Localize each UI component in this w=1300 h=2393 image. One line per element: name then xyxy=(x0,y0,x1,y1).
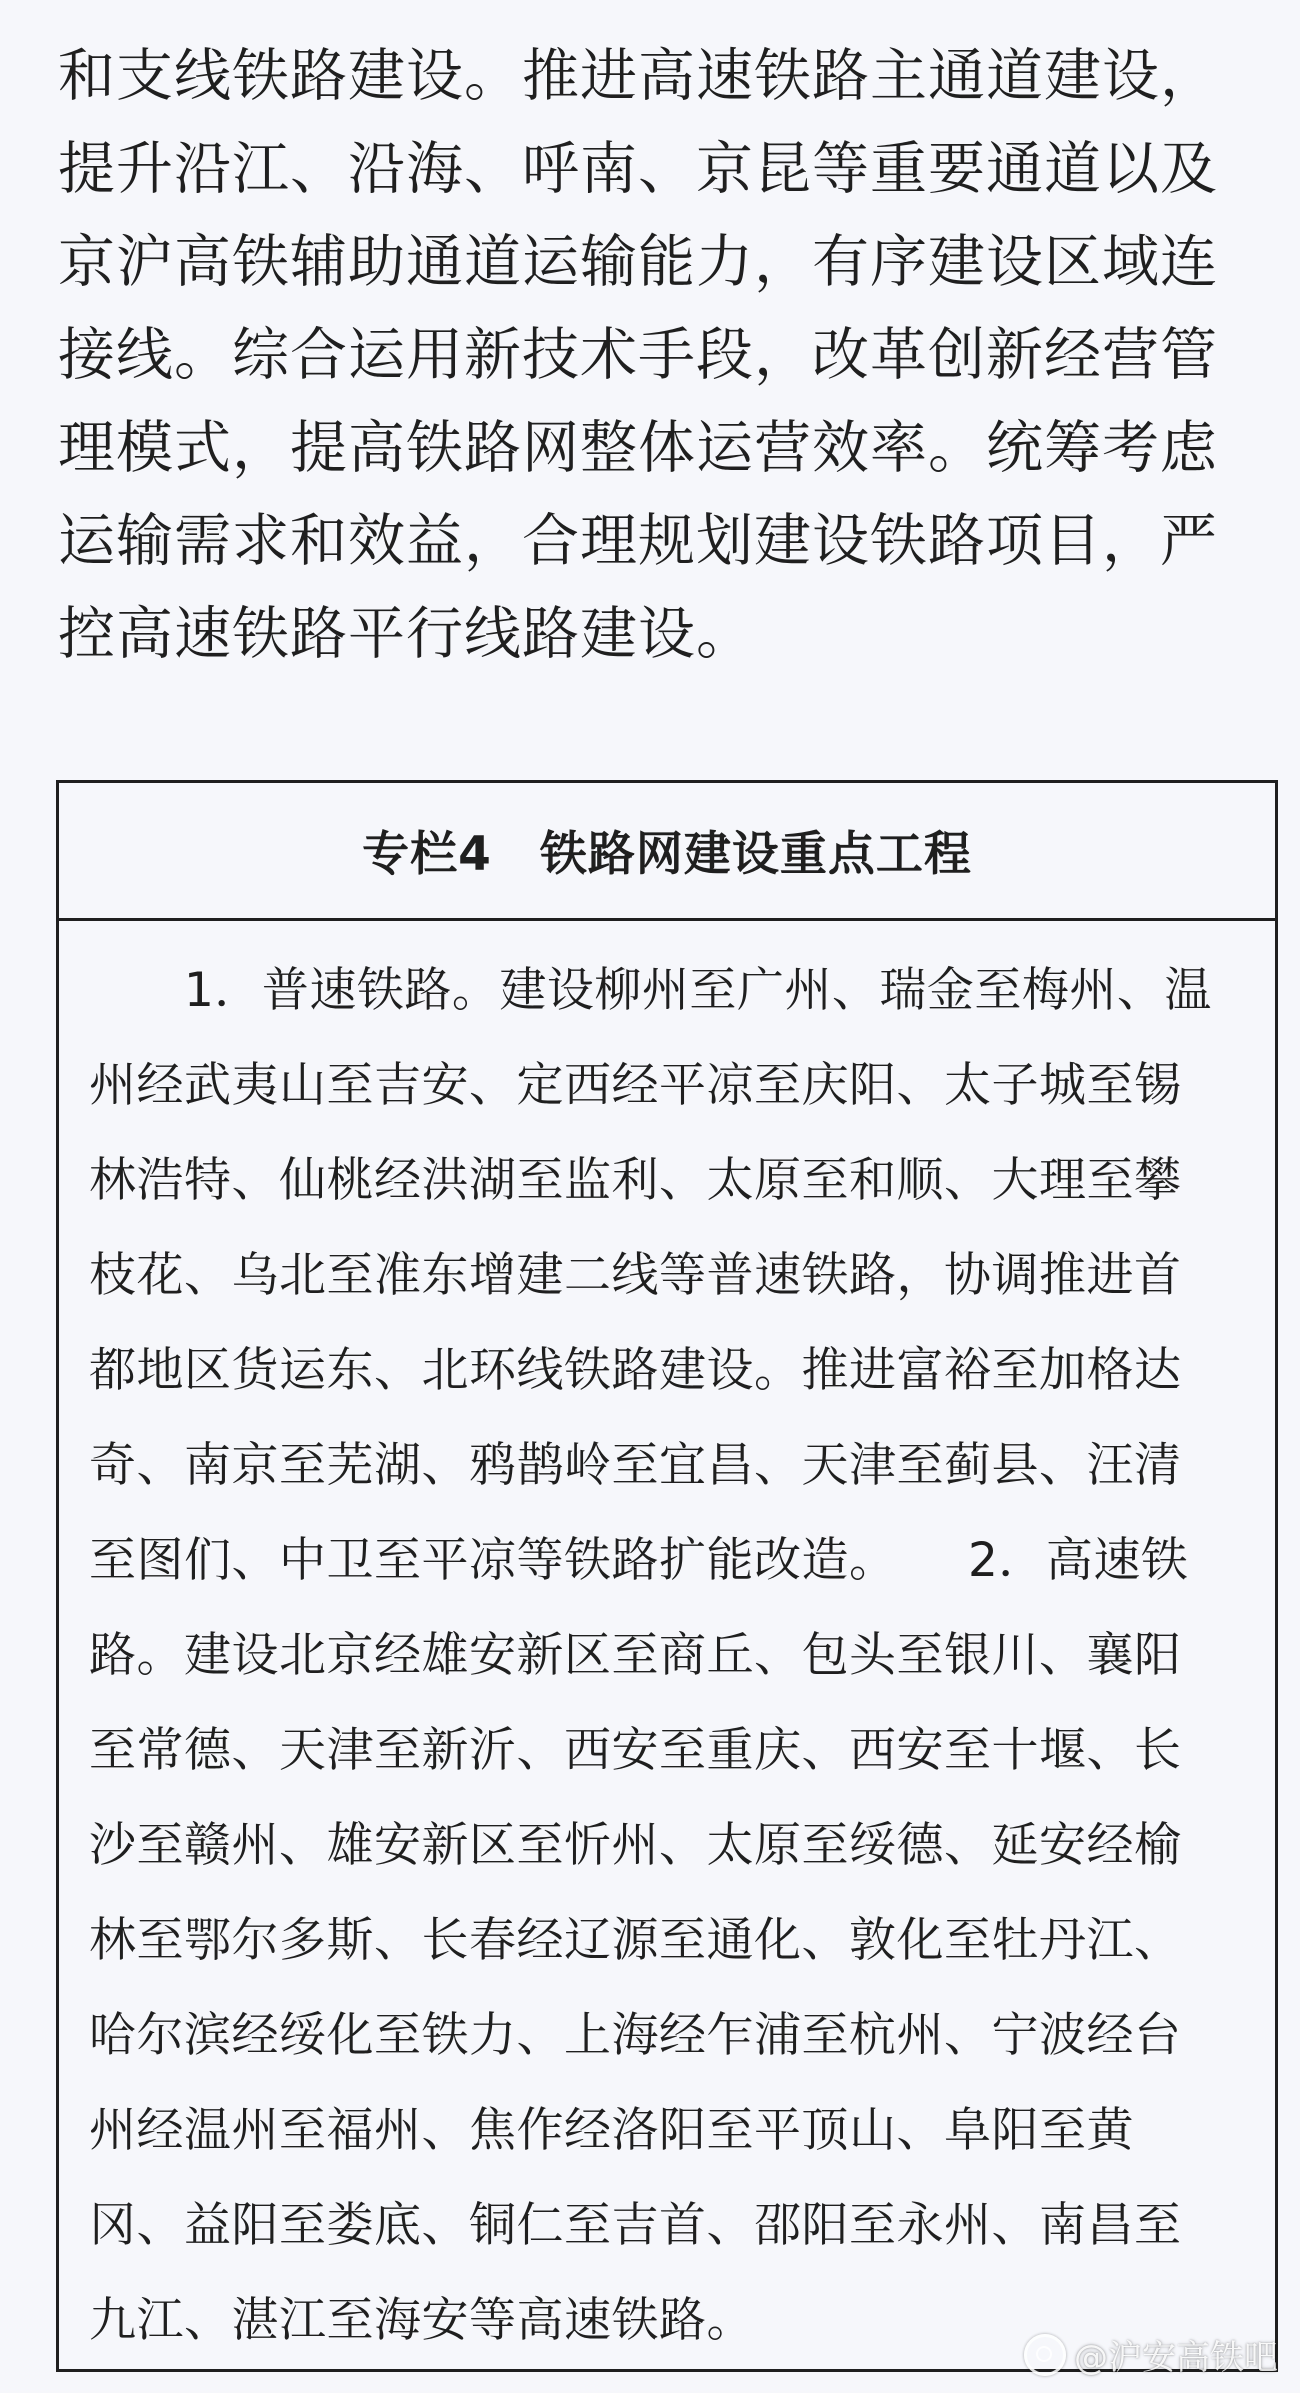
watermark-icon xyxy=(1024,2334,1066,2376)
watermark-text: @沪安高铁吧 xyxy=(1074,2338,1278,2378)
column-title: 专栏4 铁路网建设重点工程 xyxy=(362,827,972,882)
column-box xyxy=(56,780,1278,2372)
watermark xyxy=(1024,2330,1278,2379)
column-header xyxy=(59,783,1275,921)
intro-paragraph: 和支线铁路建设。推进高速铁路主通道建设，提升沿江、沿海、呼南、京昆等重要通道以及京沪高铁辅助通道运输能力，有序建设区域连接线。综合运用新技术手段，改革创新经营管理模式，提高铁路网整体运营效率。统筹考虑运输需求和效益，合理规划建设铁路项目，严控高速铁路平行线路建设。 xyxy=(58,43,1218,667)
column-body-text: 1．普速铁路。建设柳州至广州、瑞金至梅州、温州经武夷山至吉安、定西经平凉至庆阳、太子城至锡林浩特、仙桃经洪湖至监利、太原至和顺、大理至攀枝花、乌北至准东增建二线等普速铁路，协调推进首都地区货运东、北环线铁路建设。推进富裕至加格达奇、南京至芜湖、鸦鹊岭至宜昌、天津至蓟县、汪清至图们、中卫至平凉等铁路扩能改造。 2．高速铁路。建设北京经雄安新区至商丘、包头至银川、襄阳至常德、天津至新沂、西安至重庆、西安至十堰、长沙至赣州、雄安新区至忻州、太原至绥德、延安经榆林至鄂尔多斯、长春经辽源至通化、敦化至牡丹江、哈尔滨经绥化至铁力、上海经乍浦至杭州、宁波经台州经温州至福州、焦作经洛阳至平顶山、阜阳至黄冈、益阳至娄底、铜仁至吉首、邵阳至永州、南昌至九江、湛江至海安等高速铁路。 xyxy=(89,963,1212,2348)
column-body xyxy=(59,921,1275,2368)
